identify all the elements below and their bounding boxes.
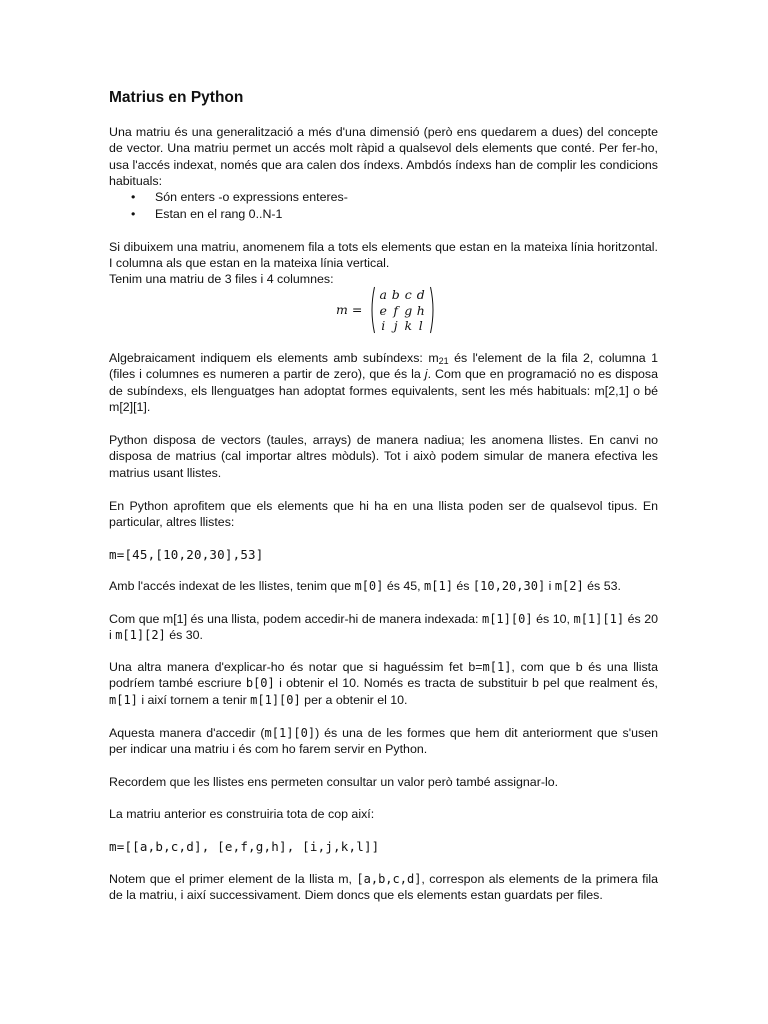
conditions-list — [109, 189, 348, 223]
code-line: m=[[a,b,c,d], [e,f,g,h], [i,j,k,l]] — [109, 839, 380, 854]
matrix-cell: a — [379, 287, 387, 302]
matrix-cell: c — [404, 287, 412, 302]
text: és 45, — [383, 579, 425, 593]
inline-code: b[0] — [245, 676, 275, 691]
text: Notem que el primer element de la llista m, — [109, 872, 357, 886]
row-column-paragraph: Si dibuixem una matriu, anomenem fila a tots els elements que estan en la mateixa línia horitzontal. I columna als que estan en la mateixa línia vertical. — [109, 240, 658, 271]
matrix-cell: k — [404, 318, 413, 333]
inline-code: [a,b,c,d] — [356, 872, 422, 886]
matrix-intro-line: Tenim una matriu de 3 files i 4 columnes: — [109, 272, 334, 286]
subscripts-paragraph — [109, 350, 658, 415]
matrix-lhs: m = — [336, 302, 363, 317]
text: és 10, — [532, 612, 574, 626]
inline-code: m[0] — [354, 579, 384, 593]
inline-code: m[1] — [424, 579, 453, 593]
left-paren — [369, 286, 375, 334]
python-paragraph: Python disposa de vectors (taules, arrays) de manera nadiua; les anomena llistes. En canvi no disposa de matrius (cal importar altres mòduls). Tot i això podem simular de manera efectiva les matrius usant llistes. — [109, 433, 658, 480]
text: és 30. — [165, 628, 203, 643]
math-m: m — [428, 351, 439, 365]
intro-paragraph: Una matriu és una generalització a més d'una dimensió (però ens quedarem a dues) del concepte de vector. Una matriu permet un accés molt ràpid a qualsevol dels elements que conté. Per fer-ho, usa l'accés indexat, només que ara calen dos índexs. Ambdós índexs han de complir les condicions habituals: — [109, 125, 658, 188]
matrix-cell: h — [416, 302, 425, 318]
indexed-paragraph — [109, 611, 658, 644]
text: Algebraicament indiquem els elements amb subíndexs: — [109, 351, 429, 365]
inline-code: m[1][2] — [115, 628, 166, 643]
inline-code: m[1][0] — [481, 612, 533, 626]
lists-paragraph: En Python aprofitem que els elements que hi ha en una llista poden ser de qualsevol tipus. En particular, altres llistes: — [109, 499, 658, 530]
text: Com que m[1] és una llista, podem accedir-hi de manera indexada: — [109, 612, 482, 626]
matrix-cell: f — [393, 302, 399, 318]
matrix-cell: j — [393, 318, 398, 333]
explanation-paragraph — [109, 659, 658, 708]
text: i així tornem a tenir — [137, 692, 251, 707]
text: Una altra manera d'explicar-ho és notar que si haguéssim fet b= — [109, 660, 483, 674]
list-item: • Estan en el rang 0..N-1 — [109, 206, 348, 223]
math-subscript: 21 — [438, 356, 449, 366]
inline-code: m[1][0] — [264, 726, 316, 740]
text: Aquesta manera d'accedir ( — [109, 726, 265, 740]
math-j: j — [424, 367, 428, 382]
inline-code: m[1] — [482, 660, 512, 674]
text: és — [452, 579, 473, 593]
access-form-paragraph — [109, 725, 658, 758]
matrix-cell: b — [391, 287, 400, 302]
matrix-cell: d — [416, 287, 425, 302]
matrix-cell: i — [381, 318, 386, 333]
text: i obtenir el 10. Només es tracta de substituir b pel que realment és, — [274, 676, 658, 691]
inline-code: m[1][1] — [573, 612, 625, 626]
access-paragraph — [109, 578, 658, 594]
matrix-cell: g — [404, 302, 413, 318]
matrix-equation — [336, 286, 446, 334]
matrix-cell: l — [418, 318, 423, 333]
text: i — [545, 579, 555, 593]
text: Amb l'accés indexat de les llistes, tenim que — [109, 579, 355, 593]
text: per a obtenir el 10. — [300, 692, 408, 707]
inline-code: m[1] — [109, 692, 138, 707]
text: és 53. — [583, 579, 621, 593]
text: és 20 i — [109, 612, 659, 643]
right-paren — [430, 286, 436, 334]
list-item: • Són enters -o expressions enteres- — [109, 189, 348, 206]
text: ) és una de les formes que hem dit anteriorment que s'usen per indicar una matriu i és com ho farem servir en Python. — [109, 726, 658, 757]
matrix-cells — [377, 287, 427, 334]
text: , correspon als elements de la primera fila de la matriu, i així successivament. Diem doncs que els elements estan guardats per files. — [109, 872, 658, 903]
inline-code: m[2] — [554, 579, 584, 593]
text: és l'element de la fila 2, columna 1 (files i columnes es numeren a partir de zero), que és la — [109, 351, 658, 382]
assign-paragraph: Recordem que les llistes ens permeten consultar un valor però també assignar-lo. — [109, 775, 559, 789]
page-title: Matrius en Python — [109, 89, 244, 106]
matrix-cell: e — [379, 302, 387, 318]
inline-code: [10,20,30] — [472, 579, 546, 593]
text: . Com que en programació no es disposa de subíndexs, els llenguatges han adoptat formes equivalents, sent les més habituals: m[2,1] o bé m[2][1]. — [109, 367, 658, 414]
construct-paragraph: La matriu anterior es construiria tota de cop així: — [109, 807, 375, 821]
code-line: m=[45,[10,20,30],53] — [109, 547, 264, 562]
rows-paragraph — [109, 871, 658, 904]
text: , com que b és una llista podríem també escriure — [109, 660, 658, 691]
inline-code: m[1][0] — [250, 692, 301, 707]
